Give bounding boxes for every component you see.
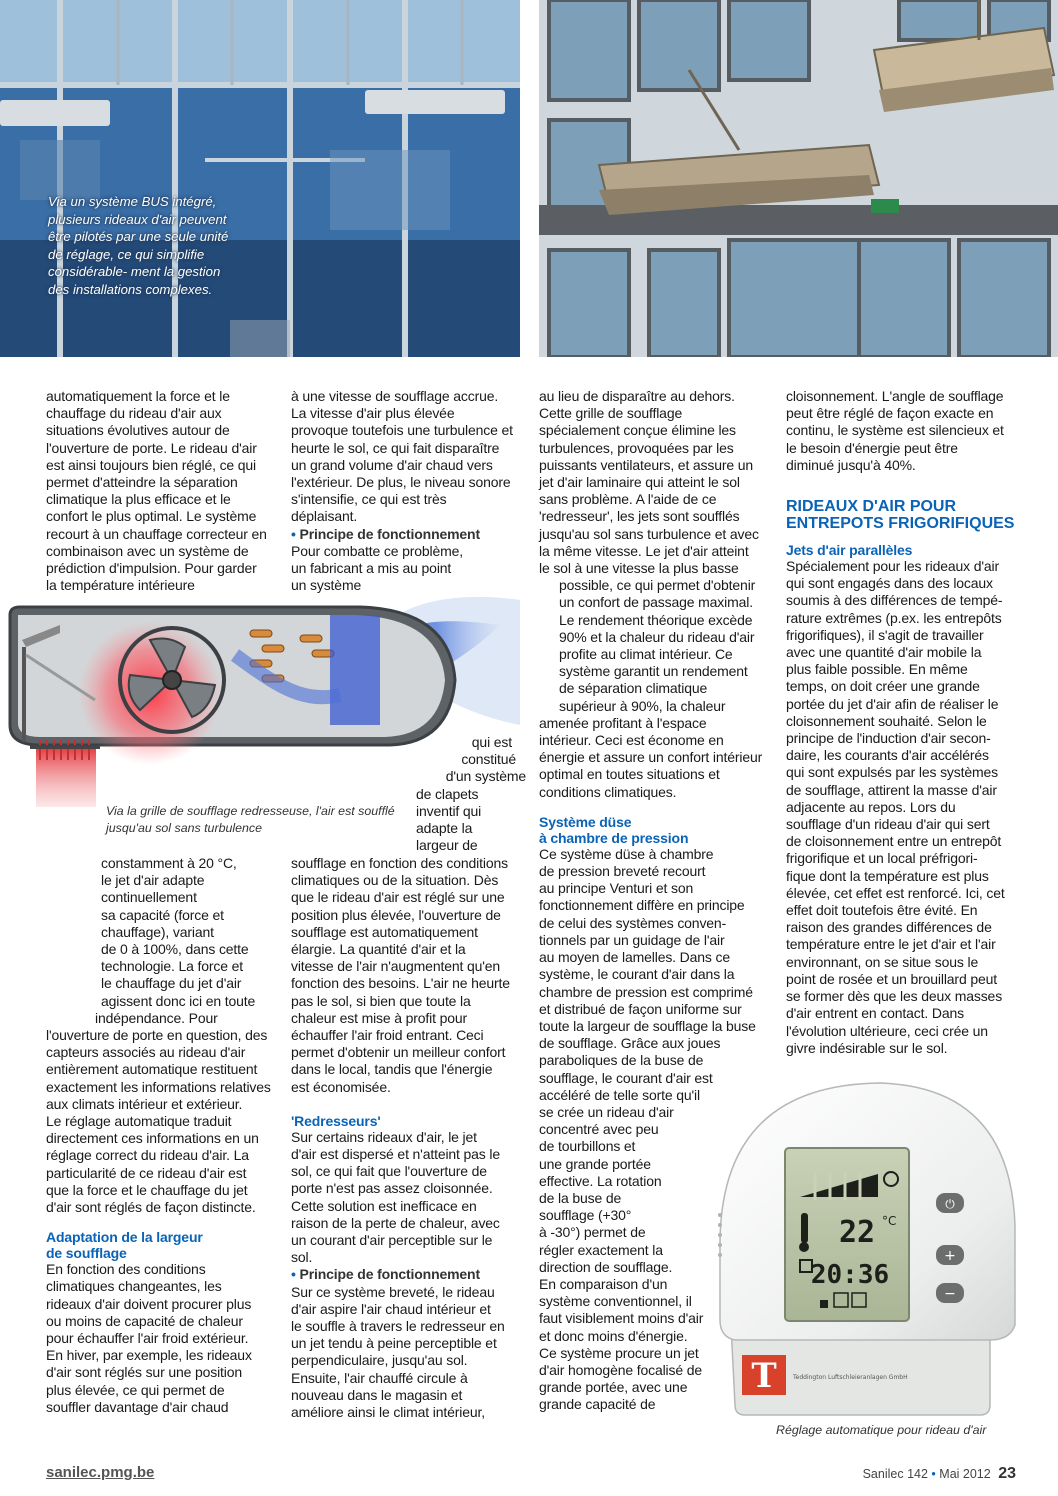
section-subheading: de soufflage: [46, 1245, 127, 1262]
body-text-line: climatique la plus efficace et le: [46, 491, 231, 508]
body-text-line: rature extrêmes (p.ex. les entrepôts: [786, 609, 1002, 626]
body-text-line: l'extérieur. De plus, le niveau sonore: [291, 474, 511, 491]
body-text-line: de séparation climatique: [559, 680, 708, 697]
body-text-line: Le rendement théorique excède: [559, 611, 753, 628]
body-text-line: améliore ainsi le climat intérieur,: [291, 1404, 485, 1421]
body-text-line: soufflage d'un rideau d'air qui sert: [786, 816, 990, 833]
thermostat-caption: Réglage automatique pour rideau d'air: [776, 1423, 987, 1437]
storefront-illustration: [0, 0, 520, 357]
body-text-line: 'redresseur', les jets sont soufflés: [539, 508, 740, 525]
lcd-temperature: 22: [838, 1215, 876, 1250]
body-text-line: est économisée.: [291, 1078, 391, 1095]
body-text-line: soufflage en fonction des conditions: [291, 855, 508, 871]
lcd-temperature-unit: °C: [882, 1214, 897, 1228]
body-text-line: au moyen de lamelles. Dans ce: [539, 949, 730, 966]
body-text-line: entièrement automatique restituent: [46, 1061, 258, 1078]
body-text-line: profite au climat intérieur. Ce: [559, 646, 733, 663]
body-text-line: diminué jusqu'à 40%.: [786, 456, 916, 473]
body-text-line: sol.: [291, 1249, 313, 1266]
body-text-line: position plus élevée, l'ouverture de: [291, 906, 501, 923]
body-text-line: jusqu'au sol sans turbulence et avec: [539, 525, 759, 542]
body-text-line: Pour combatte ce problème,: [291, 542, 463, 559]
storefront-photo: [0, 0, 520, 357]
body-text-line: faut visiblement moins d'air: [539, 1310, 704, 1327]
body-text-line: principe de l'induction d'air secon-: [786, 730, 991, 747]
body-text-line: ou moins de capacité de chaleur: [46, 1312, 243, 1329]
body-text-line: perpendiculaire, jusqu'au sol.: [291, 1352, 468, 1369]
body-text-line: optimal en toutes situations et: [539, 766, 720, 783]
body-text-line: nouveau dans le magasin et: [291, 1386, 463, 1403]
body-text-line: énergie et assure un confort intérieur: [539, 749, 763, 766]
body-text-line: Cette solution est inefficace en: [291, 1197, 477, 1214]
body-text-line: combinaison avec un système de: [46, 542, 249, 559]
body-text-line: l'ouverture de porte en question, des: [46, 1027, 268, 1043]
body-text-line: porte n'est pas assez cloisonnée.: [291, 1180, 493, 1197]
body-text-line: s'intensifie, ce qui est très: [291, 491, 447, 508]
body-text-line: soufflage (+30°: [539, 1207, 632, 1224]
body-text-line: de clapets: [416, 785, 479, 802]
body-text-line: particularité de ce rideau d'air est: [46, 1164, 247, 1181]
body-text-line: En hiver, par exemple, les rideaux: [46, 1347, 252, 1364]
body-text-line: qui sont engagés dans des locaux: [786, 575, 993, 592]
air-curtain-illustration: [539, 0, 1058, 357]
body-text-line: directement ces informations en un: [46, 1130, 259, 1147]
caption-line: jusqu'au sol sans turbulence: [106, 820, 262, 835]
body-text-line: et donc moins d'énergie.: [539, 1327, 688, 1344]
body-text-line: d'un système: [445, 768, 526, 785]
body-text-line: chambre de pression est comprimé: [539, 983, 753, 1000]
body-text-line: à -30°) permet de: [539, 1224, 646, 1241]
separator-dot: •: [931, 1467, 936, 1481]
body-text-line: un fabricant a mis au point: [291, 560, 452, 577]
photo-caption-line: installations complexes.: [72, 281, 213, 297]
section-heading: RIDEAUX D'AIR POUR: [786, 498, 957, 516]
power-icon: ⏻: [945, 1197, 955, 1211]
body-text-line: un courant d'air perceptible sur le: [291, 1232, 493, 1249]
body-text-line: grande capacité de: [539, 1396, 656, 1413]
body-text-line: cloisonnement souhaité. Selon le: [786, 712, 987, 729]
bullet-icon: •: [291, 525, 296, 542]
bullet-heading: [291, 526, 516, 543]
column-4: [786, 388, 1015, 1057]
body-text-line: fonction des besoins. L'air ne heurte: [291, 975, 510, 992]
body-text-line: toute la largeur de soufflage la buse: [539, 1017, 756, 1034]
body-text-line: confort le plus optimal. Le système: [46, 508, 257, 525]
body-text-line: En comparaison d'un: [539, 1275, 668, 1292]
body-text-line: inventif qui: [416, 802, 482, 819]
body-text-line: de la buse de: [539, 1189, 622, 1206]
body-text-line: de tourbillons et: [539, 1138, 636, 1155]
photo-caption-line: ment la gestion des: [48, 264, 221, 297]
body-text-line: adapte la: [416, 820, 473, 837]
plus-button[interactable]: [936, 1245, 964, 1265]
body-text-line: d'air sont réglés de façon distincte.: [46, 1199, 256, 1216]
body-text-line: un jet tendu à peine perceptible et: [291, 1335, 497, 1352]
body-text-line: température entre le jet d'air et l'air: [786, 936, 996, 953]
body-text-line: daire, les courants d'air accélérés: [786, 747, 989, 764]
photo-caption-line: seule unité de réglage, ce: [48, 229, 229, 262]
column-1-top: [46, 388, 276, 594]
body-text-line: 90% et la chaleur du rideau d'air: [559, 628, 755, 645]
caption-line: Via la grille de soufflage redresseuse, l'air est soufflé: [106, 804, 395, 818]
body-text-line: à une vitesse de soufflage accrue.: [291, 388, 499, 404]
svg-text:T: T: [751, 1356, 777, 1396]
brand-logo: [742, 1355, 786, 1396]
body-text-line: raison de la perte de chaleur, avec: [291, 1214, 500, 1231]
body-text-line: fonctionnement diffère en principe: [539, 897, 745, 914]
body-text-line: raison des grandes différences de: [786, 919, 992, 936]
body-text-line: climatiques ou de la situation. Dès: [291, 872, 499, 889]
body-text-line: indépendance. Pour: [95, 1009, 218, 1026]
column-1-bottom: [46, 1027, 276, 1416]
body-text-line: constitué: [461, 751, 516, 768]
body-text-line: rideaux d'air doivent procurer plus: [46, 1295, 252, 1312]
column-2-middle: [291, 855, 516, 1421]
body-text-line: plus élevée, ce qui permet de: [46, 1381, 225, 1398]
magazine-name: Sanilec 142: [862, 1467, 928, 1481]
body-text-line: l'ouverture de porte. Le rideau d'air: [46, 439, 257, 456]
body-text-line: continuellement: [101, 889, 197, 906]
body-text-line: d'air entrent en contact. Dans: [786, 1005, 964, 1022]
body-text-line: Sur certains rideaux d'air, le jet: [291, 1128, 477, 1145]
brand-name: Teddington Luftschleieranlagen GmbH: [793, 1374, 908, 1381]
body-text-line: conditions climatiques.: [539, 783, 677, 800]
body-text-line: exactement les informations relatives: [46, 1078, 271, 1095]
body-text-line: système, le courant d'air dans la: [539, 966, 735, 983]
body-text-line: réglage correct du rideau d'air. La: [46, 1147, 249, 1164]
body-text-line: peut être réglé de façon exacte en: [786, 405, 994, 422]
body-text-line: permet d'atteindre la séparation: [46, 474, 238, 491]
body-text-line: aux climats intérieur et extérieur.: [46, 1095, 243, 1112]
body-text-line: un système: [291, 577, 362, 594]
body-text-line: sol, ce qui fait que l'ouverture de: [291, 1163, 487, 1180]
body-text-line: qui est: [471, 734, 512, 750]
body-text-line: concentré avec peu: [539, 1121, 659, 1138]
body-text-line: Sur ce système breveté, le rideau: [291, 1283, 495, 1300]
body-text-line: automatiquement la force et le: [46, 388, 230, 404]
website-link[interactable]: sanilec.pmg.be: [46, 1464, 155, 1481]
body-text-line: amenée profitant à l'espace: [539, 714, 707, 731]
body-text-line: de celui des systèmes conven-: [539, 914, 727, 931]
body-text-line: système garantit un rendement: [559, 663, 748, 680]
body-text-line: un confort de passage maximal.: [559, 594, 753, 611]
body-text-line: Ce système procure un jet: [539, 1344, 699, 1361]
diagram-caption: [106, 803, 406, 836]
body-text-line: fique dont la température est plus: [786, 867, 989, 884]
lcd-clock: 20:36: [810, 1260, 890, 1290]
column-2-top: [291, 388, 516, 594]
photo-caption-line: qui simplifie considérable-: [48, 246, 205, 279]
body-text-line: le besoin d'énergie peut être: [786, 439, 958, 456]
bullet-heading-text: Principe de fonctionnement: [299, 525, 480, 542]
body-text-line: recourt à un chauffage correcteur en: [46, 525, 267, 542]
body-text-line: technologie. La force et: [101, 958, 243, 975]
body-text-line: turbulences, provoquées par les: [539, 439, 734, 456]
body-text-line: le sol à une vitesse la plus basse: [539, 560, 739, 577]
body-text-line: direction de soufflage.: [539, 1258, 673, 1275]
body-text-line: cloisonnement. L'angle de soufflage: [786, 388, 1004, 404]
body-text-line: climatiques changeantes, les: [46, 1278, 222, 1295]
body-text-line: grande portée, avec une: [539, 1379, 688, 1396]
body-text-line: Le réglage automatique traduit: [46, 1113, 232, 1130]
column-1-wrap: [95, 855, 281, 1027]
bullet-heading-text: Principe de fonctionnement: [299, 1266, 480, 1283]
body-text-line: jet d'air laminaire qui atteint le sol: [539, 474, 740, 491]
air-curtain-diagram: [0, 585, 520, 810]
body-text-line: capteurs associés au rideau d'air: [46, 1044, 246, 1061]
body-text-line: permet d'obtenir un meilleur confort: [291, 1044, 506, 1061]
body-text-line: de pression breveté recourt: [539, 863, 706, 880]
body-text-line: possible, ce qui permet d'obtenir: [559, 577, 756, 594]
body-text-line: la température intérieure: [46, 577, 195, 594]
body-text-line: qui sont expulsés par les systèmes: [786, 764, 999, 781]
body-text-line: point de rosée et un brouillard peut: [786, 970, 997, 987]
section-subheading: 'Redresseurs': [291, 1112, 381, 1129]
body-text-line: d'air sont réglés sur une position: [46, 1364, 243, 1381]
body-text-line: accéléré de telle sorte qu'il: [539, 1086, 700, 1103]
body-text-line: système conventionnel, il: [539, 1293, 692, 1310]
section-subheading: Jets d'air parallèles: [786, 542, 913, 559]
body-text-line: provoque toutefois une turbulence et: [291, 422, 513, 439]
body-text-line: soufflage, le courant d'air est: [539, 1069, 713, 1086]
body-text-line: prédiction d'impulsion. Pour garder: [46, 560, 257, 577]
body-text-line: est ainsi toujours bien réglé, ce qui: [46, 456, 257, 473]
body-text-line: au lieu de disparaître au dehors.: [539, 388, 735, 404]
body-text-line: pas le sol, si bien que toute la: [291, 992, 471, 1009]
body-text-line: échauffer l'air froid entrant. Ceci: [291, 1027, 484, 1044]
body-text-line: adjacente au repos. Lors du: [786, 798, 956, 815]
body-text-line: se former dès que les deux masses: [786, 988, 1003, 1005]
body-text-line: sa capacité (force et: [101, 906, 224, 923]
body-text-line: temps, on doit créer une grande: [786, 678, 980, 695]
body-text-line: La vitesse d'air plus élevée: [291, 405, 455, 422]
body-text-line: En fonction des conditions: [46, 1261, 206, 1278]
page-footer: [863, 1465, 1016, 1483]
body-text-line: givre indésirable sur le sol.: [786, 1039, 948, 1056]
body-text-line: sans problème. A l'aide de ce: [539, 491, 717, 508]
section-subheading: Adaptation de la largeur: [46, 1229, 203, 1246]
photo-caption: [48, 193, 233, 298]
body-text-line: pour échauffer l'air froid extérieur.: [46, 1330, 249, 1347]
body-text-line: Spécialement pour les rideaux d'air: [786, 558, 999, 575]
body-text-line: Cette grille de soufflage: [539, 405, 683, 422]
body-text-line: heurte le sol, ce qui fait disparaître: [291, 439, 500, 456]
section-heading: ENTREPOTS FRIGORIFIQUES: [786, 515, 1015, 533]
plus-icon: +: [944, 1248, 956, 1264]
body-text-line: que la force et le chauffage du jet: [46, 1181, 248, 1198]
page-number: 23: [998, 1465, 1016, 1482]
body-text-line: que le rideau d'air est réglé sur une: [291, 889, 505, 906]
body-text-line: continu, le système est silencieux et: [786, 422, 1004, 439]
body-text-line: souffler davantage d'air chaud: [46, 1398, 229, 1415]
section-subheading: Système düse: [539, 813, 632, 830]
body-text-line: une grande portée: [539, 1155, 651, 1172]
body-text-line: le souffle à travers le redresseur en: [291, 1318, 505, 1335]
body-text-line: et distribué de façon uniforme sur: [539, 1000, 742, 1017]
body-text-line: vitesse de l'air n'augmentent qu'en: [291, 958, 501, 975]
body-text-line: se crée un rideau d'air: [539, 1103, 674, 1120]
body-text-line: chaleur est mise à profit pour: [291, 1009, 468, 1026]
section-subheading: à chambre de pression: [539, 829, 689, 846]
body-text-line: élargie. La quantité d'air et la: [291, 941, 466, 958]
thermostat-illustration: [690, 1075, 1020, 1420]
photo-caption-line: peuvent être pilotés par une: [48, 211, 227, 244]
power-button[interactable]: [936, 1193, 964, 1213]
body-text-line: portée du jet d'air afin de réaliser le: [786, 695, 999, 712]
photo-caption-line: Via un système BUS intégré,: [48, 194, 217, 209]
body-text-line: largeur de: [416, 837, 478, 854]
body-text-line: environnant, on se situe sous le: [786, 953, 979, 970]
body-text-line: tionnels par un guidage de l'air: [539, 931, 725, 948]
body-text-line: frigorifique et un local préfrigori-: [786, 850, 978, 867]
body-text-line: situations évolutives autour de: [46, 422, 230, 439]
body-text-line: avec une quantité d'air mobile la: [786, 644, 982, 661]
body-text-line: constamment à 20 °C,: [101, 855, 237, 871]
issue-date: Mai 2012: [939, 1467, 991, 1481]
body-text-line: soumis à des différences de tempé-: [786, 592, 1003, 609]
body-text-line: régler exactement la: [539, 1241, 663, 1258]
body-text-line: chauffage), variant: [101, 923, 214, 940]
body-text-line: élevée, cet effet est renforcé. Ici, cet: [786, 884, 1005, 901]
body-text-line: Ensuite, l'air chauffé circule à: [291, 1369, 468, 1386]
body-text-line: déplaisant.: [291, 508, 358, 525]
body-text-line: de 0 à 100%, dans cette: [101, 941, 249, 958]
body-text-line: au principe Venturi et son: [539, 880, 694, 897]
body-text-line: dans le local, tandis que l'énergie: [291, 1061, 493, 1078]
body-text-line: le chauffage du jet d'air: [101, 975, 242, 992]
body-text-line: la même vitesse. Le jet d'air atteint: [539, 542, 749, 559]
body-text-line: intérieur. Ceci est économe en: [539, 732, 724, 749]
photo-caption-line: plusieurs rideaux d'air: [48, 211, 176, 227]
body-text-line: d'air aspire l'air chaud intérieur et: [291, 1300, 491, 1317]
bullet-heading: [291, 1266, 516, 1283]
body-text-line: de cloisonnement entre un entrepôt: [786, 833, 1002, 850]
body-text-line: paraboliques de la buse de: [539, 1052, 704, 1069]
body-text-line: d'air homogène focalisé de: [539, 1361, 702, 1378]
bullet-icon: •: [291, 1266, 296, 1283]
body-text-line: puissants ventilateurs, et assure un: [539, 456, 754, 473]
body-text-line: de soufflage. Grâce aux joues: [539, 1035, 721, 1052]
minus-icon: −: [944, 1286, 956, 1302]
body-text-line: effective. La rotation: [539, 1172, 662, 1189]
minus-button[interactable]: [936, 1283, 964, 1303]
body-text-line: un grand volume d'air chaud vers: [291, 456, 493, 473]
body-text-line: frigorifiques), il s'agit de travailler: [786, 626, 984, 643]
body-text-line: le jet d'air adapte: [101, 872, 205, 889]
body-text-line: supérieur à 90%, la chaleur: [559, 697, 726, 714]
body-text-line: spécialement conçue élimine les: [539, 422, 736, 439]
body-text-line: effet doit toutefois être évité. En: [786, 902, 978, 919]
body-text-line: d'air est dispersé et n'atteint pas le: [291, 1146, 500, 1163]
body-text-line: agissent donc ici en toute: [101, 992, 256, 1009]
body-text-line: l'évolution ultérieure, ceci crée un: [786, 1022, 988, 1039]
body-text-line: de soufflage, attirent la masse d'air: [786, 781, 997, 798]
body-text-line: chauffage du rideau d'air aux: [46, 405, 222, 422]
body-text-line: Ce système düse à chambre: [539, 845, 714, 862]
body-text-line: plus faible possible. En même: [786, 661, 968, 678]
body-text-line: soufflage est automatiquement: [291, 923, 478, 940]
air-curtain-photo: [539, 0, 1058, 357]
